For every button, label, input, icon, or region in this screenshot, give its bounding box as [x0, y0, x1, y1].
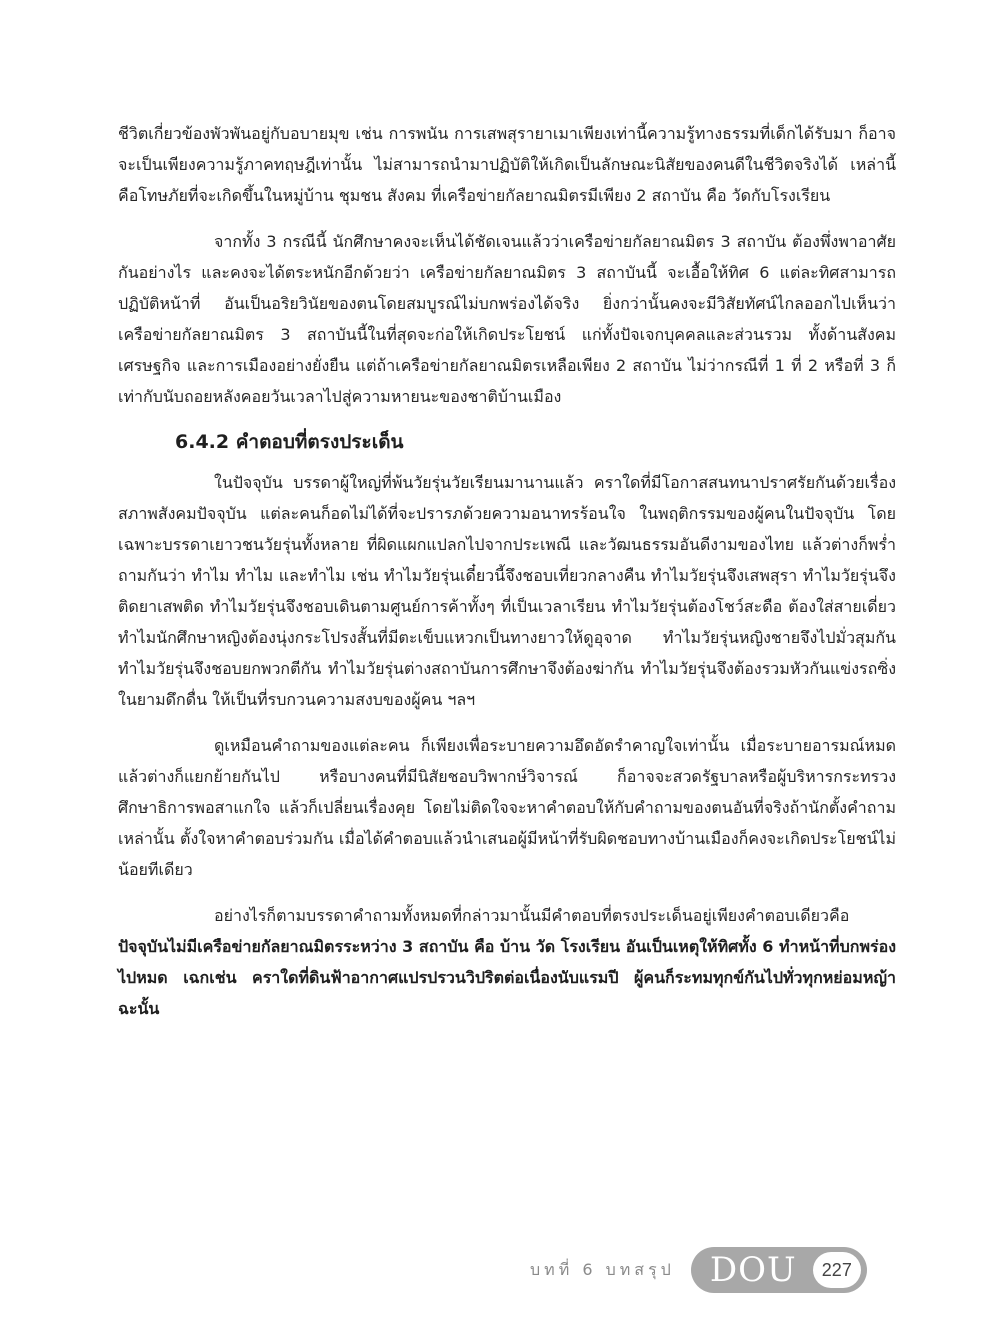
paragraph-4: ดูเหมือนคำถามของแต่ละคน ก็เพียงเพื่อระบายความอึดอัดรำคาญใจเท่านั้น เมื่อระบายอารมณ์หมดแล้วต่างก็แยกย้ายกันไป หรือบางคนที่มีนิสัยชอบวิพากษ์วิจารณ์ ก็อาจจะสวดรัฐบาลหรือผู้บริหารกระทรวงศึกษาธิการพอสาแกใจ แล้วก็เปลี่ยนเรื่องคุย โดยไม่ติดใจจะหาคำตอบให้กับคำถามของตนอันที่จริงถ้านักตั้งคำถามเหล่านั้น ตั้งใจหาคำตอบร่วมกัน เมื่อได้คำตอบแล้วนำเสนอผู้มีหน้าที่รับผิดชอบทางบ้านเมืองก็คงจะเกิดประโยชน์ไม่น้อยทีเดียว [118, 736, 896, 879]
section-heading: 6.4.2 คำตอบที่ตรงประเด็น [175, 431, 404, 453]
paragraph-3: ในปัจจุบัน บรรดาผู้ใหญ่ที่พ้นวัยรุ่นวัยเรียนมานานแล้ว คราใดที่มีโอกาสสนทนาปราศรัยกันด้วยเรื่องสภาพสังคมปัจจุบัน แต่ละคนก็อดไม่ได้ที่จะปรารภด้วยความอนาทรร้อนใจ ในพฤติกรรมของผู้คนในปัจจุบัน โดยเฉพาะบรรดาเยาวชนวัยรุ่นทั้งหลาย ที่ผิดแผกแปลกไปจากประเพณี และวัฒนธรรมอันดีงามของไทย แล้วต่างก็พร่ำถามกันว่า ทำไม ทำไม และทำไม เช่น ทำไมวัยรุ่นเดี๋ยวนี้จึงชอบเที่ยวกลางคืน ทำไมวัยรุ่นจึงเสพสุรา ทำไมวัยรุ่นจึงติดยาเสพติด ทำไมวัยรุ่นจึงชอบเดินตามศูนย์การค้าทั้งๆ ที่เป็นเวลาเรียน ทำไมวัยรุ่นต้องโชว์สะดือ ต้องใส่สายเดี่ยว ทำไมนักศึกษาหญิงต้องนุ่งกระโปรงสั้นที่มีตะเข็บแหวกเป็นทางยาวให้ดูอุจาด ทำไมวัยรุ่นหญิงชายจึงไปมั่วสุมกัน ทำไมวัยรุ่นจึงชอบยกพวกตีกัน ทำไมวัยรุ่นต่างสถาบันการศึกษาจึงต้องฆ่ากัน ทำไมวัยรุ่นจึงต้องรวมหัวกันแข่งรถซิ่งในยามดึกดื่น ให้เป็นที่รบกวนความสงบของผู้คน ฯลฯ [118, 473, 896, 709]
paragraph-5 [118, 900, 896, 1024]
paragraph-2: จากทั้ง 3 กรณีนี้ นักศึกษาคงจะเห็นได้ชัดเจนแล้วว่าเครือข่ายกัลยาณมิตร 3 สถาบัน ต้องพึ่งพาอาศัยกันอย่างไร และคงจะได้ตระหนักอีกด้วยว่า เครือข่ายกัลยาณมิตร 3 สถาบันนี้ จะเอื้อให้ทิศ 6 แต่ละทิศสามารถปฏิบัติหน้าที่ อันเป็นอริยวินัยของตนโดยสมบูรณ์ไม่บกพร่องได้จริง ยิ่งกว่านั้นคงจะมีวิสัยทัศน์ไกลออกไปเห็นว่า เครือข่ายกัลยาณมิตร 3 สถาบันนี้ในที่สุดจะก่อให้เกิดประโยชน์ แก่ทั้งปัจเจกบุคคลและส่วนรวม ทั้งด้านสังคม เศรษฐกิจ และการเมืองอย่างยั่งยืน แต่ถ้าเครือข่ายกัลยาณมิตรเหลือเพียง 2 สถาบัน ไม่ว่ากรณีที่ 1 ที่ 2 หรือที่ 3 ก็เท่ากับนับถอยหลังคอยวันเวลาไปสู่ความหายนะของชาติบ้านเมือง [118, 232, 896, 406]
paragraph-5-bold: ปัจจุบันไม่มีเครือข่ายกัลยาณมิตรระหว่าง 3 สถาบัน คือ บ้าน วัด โรงเรียน อันเป็นเหตุให้ทิศทั้ง 6 ทำหน้าที่บกพร่องไปหมด เฉกเช่น คราใดที่ดินฟ้าอากาศแปรปรวนวิปริตต่อเนื่องนับแรมปี ผู้คนก็ระทมทุกข์กันไปทั่วทุกหย่อมหญ้าฉะนั้น [118, 937, 897, 1018]
page-number-circle [813, 1252, 861, 1288]
dou-logo: DOU [709, 1250, 797, 1290]
page-badge [691, 1247, 867, 1293]
page-number: 227 [821, 1259, 852, 1280]
chapter-label: บทที่ 6 บทสรุป [530, 1259, 675, 1279]
paragraph-5-lead: อย่างไรก็ตามบรรดาคำถามทั้งหมดที่กล่าวมานั้นมีคำตอบที่ตรงประเด็นอยู่เพียงคำตอบเดียวคือ [214, 906, 850, 925]
paragraph-1: ชีวิตเกี่ยวข้องพัวพันอยู่กับอบายมุข เช่น การพนัน การเสพสุรายาเมาเพียงเท่านี้ความรู้ทางธรรมที่เด็กได้รับมา ก็อาจจะเป็นเพียงความรู้ภาคทฤษฎีเท่านั้น ไม่สามารถนำมาปฏิบัติให้เกิดเป็นลักษณะนิสัยของคนดีในชีวิตจริงได้ เหล่านี้คือโทษภัยที่จะเกิดขึ้นในหมู่บ้าน ชุมชน สังคม ที่เครือข่ายกัลยาณมิตรมีเพียง 2 สถาบัน คือ วัดกับโรงเรียน [118, 124, 896, 205]
document-page [118, 118, 896, 1039]
page-footer [530, 1245, 900, 1295]
